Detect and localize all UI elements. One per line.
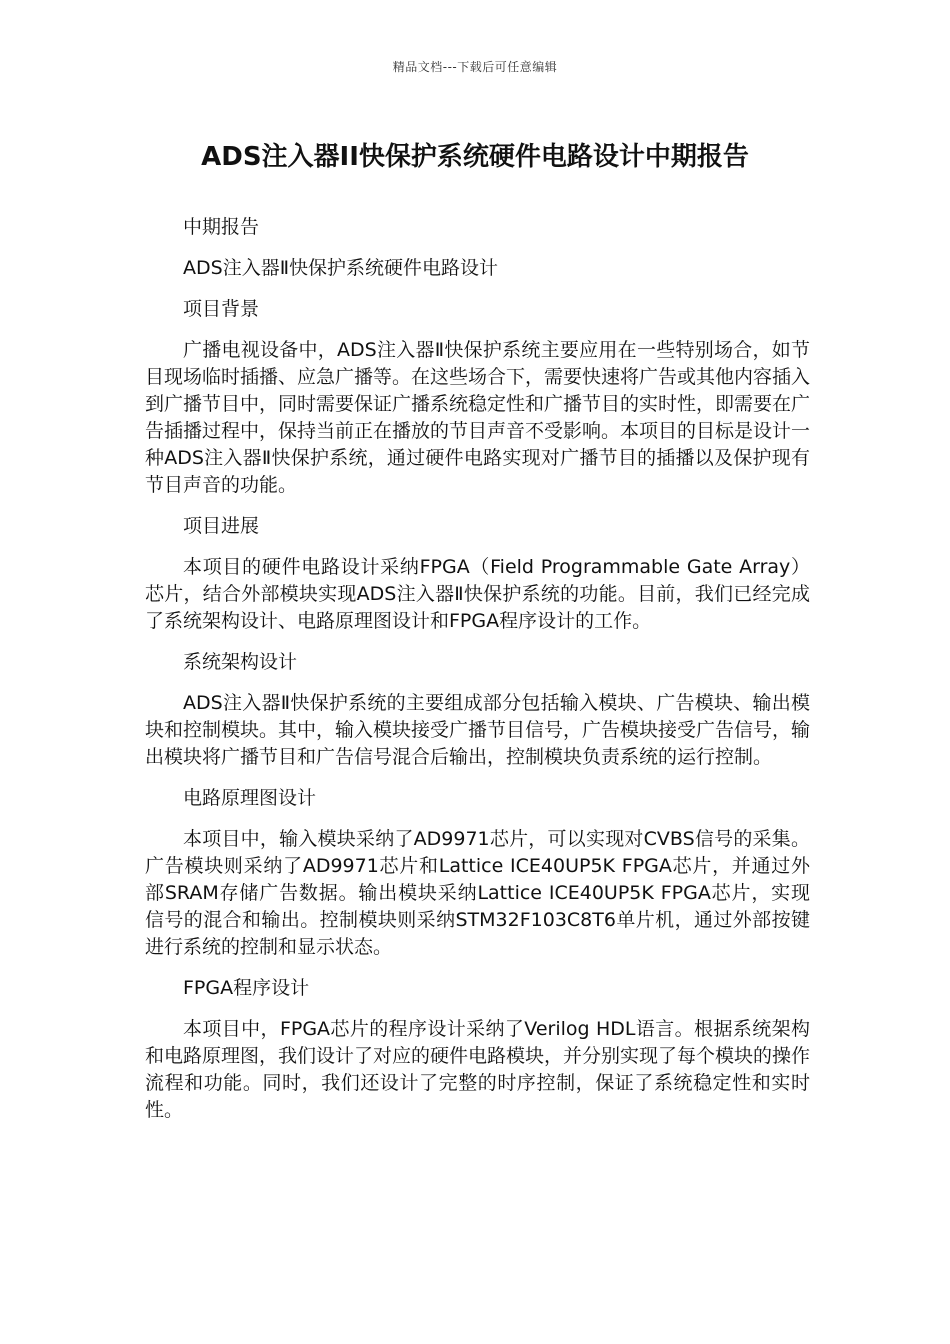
document-title: ADS注入器II快保护系统硬件电路设计中期报告 <box>201 142 749 172</box>
paragraph-architecture: ADS注入器Ⅱ快保护系统的主要组成部分包括输入模块、广告模块、输出模块和控制模块。其中，输入模块接受广播节目信号，广告模块接受广告信号，输出模块将广播节目和广告信号混合后输出，控制模块负责系统的运行控制。 <box>145 692 811 768</box>
section-heading-project-name: ADS注入器Ⅱ快保护系统硬件电路设计 <box>183 257 499 279</box>
paragraph-progress: 本项目的硬件电路设计采纳FPGA（Field Programmable Gate Array）芯片，结合外部模块实现ADS注入器Ⅱ快保护系统的功能。目前，我们已经完成了系统架构设计、电路原理图设计和FPGA程序设计的工作。 <box>145 556 810 632</box>
section-heading-schematic: 电路原理图设计 <box>183 787 317 809</box>
section-heading-fpga: FPGA程序设计 <box>183 977 310 999</box>
section-heading-progress: 项目进展 <box>183 515 260 537</box>
section-heading-background: 项目背景 <box>183 298 260 320</box>
section-heading-midterm: 中期报告 <box>183 216 260 238</box>
document-body <box>145 214 810 1138</box>
section-heading-architecture: 系统架构设计 <box>183 651 298 673</box>
paragraph-background: 广播电视设备中，ADS注入器Ⅱ快保护系统主要应用在一些特别场合，如节目现场临时插播、应急广播等。在这些场合下，需要快速将广告或其他内容插入到广播节目中，同时需要保证广播系统稳定性和广播节目的实时性，即需要在广告插播过程中，保持当前正在播放的节目声音不受影响。本项目的目标是设计一种ADS注入器Ⅱ快保护系统，通过硬件电路实现对广播节目的插播以及保护现有节目声音的功能。 <box>145 339 811 496</box>
paragraph-fpga: 本项目中，FPGA芯片的程序设计采纳了Verilog HDL语言。根据系统架构和电路原理图，我们设计了对应的硬件电路模块，并分别实现了每个模块的操作流程和功能。同时，我们还设计了完整的时序控制，保证了系统稳定性和实时性。 <box>145 1018 811 1121</box>
header-note: 精品文档---下载后可任意编辑 <box>392 60 558 74</box>
paragraph-schematic: 本项目中，输入模块采纳了AD9971芯片，可以实现对CVBS信号的采集。广告模块则采纳了AD9971芯片和Lattice ICE40UP5K FPGA芯片，并通过外部SRAM存储广告数据。输出模块采纳Lattice ICE40UP5K FPGA芯片，实现信号的混合和输出。控制模块则采纳STM32F103C8T6单片机，通过外部按键进行系统的控制和显示状态。 <box>145 828 810 958</box>
